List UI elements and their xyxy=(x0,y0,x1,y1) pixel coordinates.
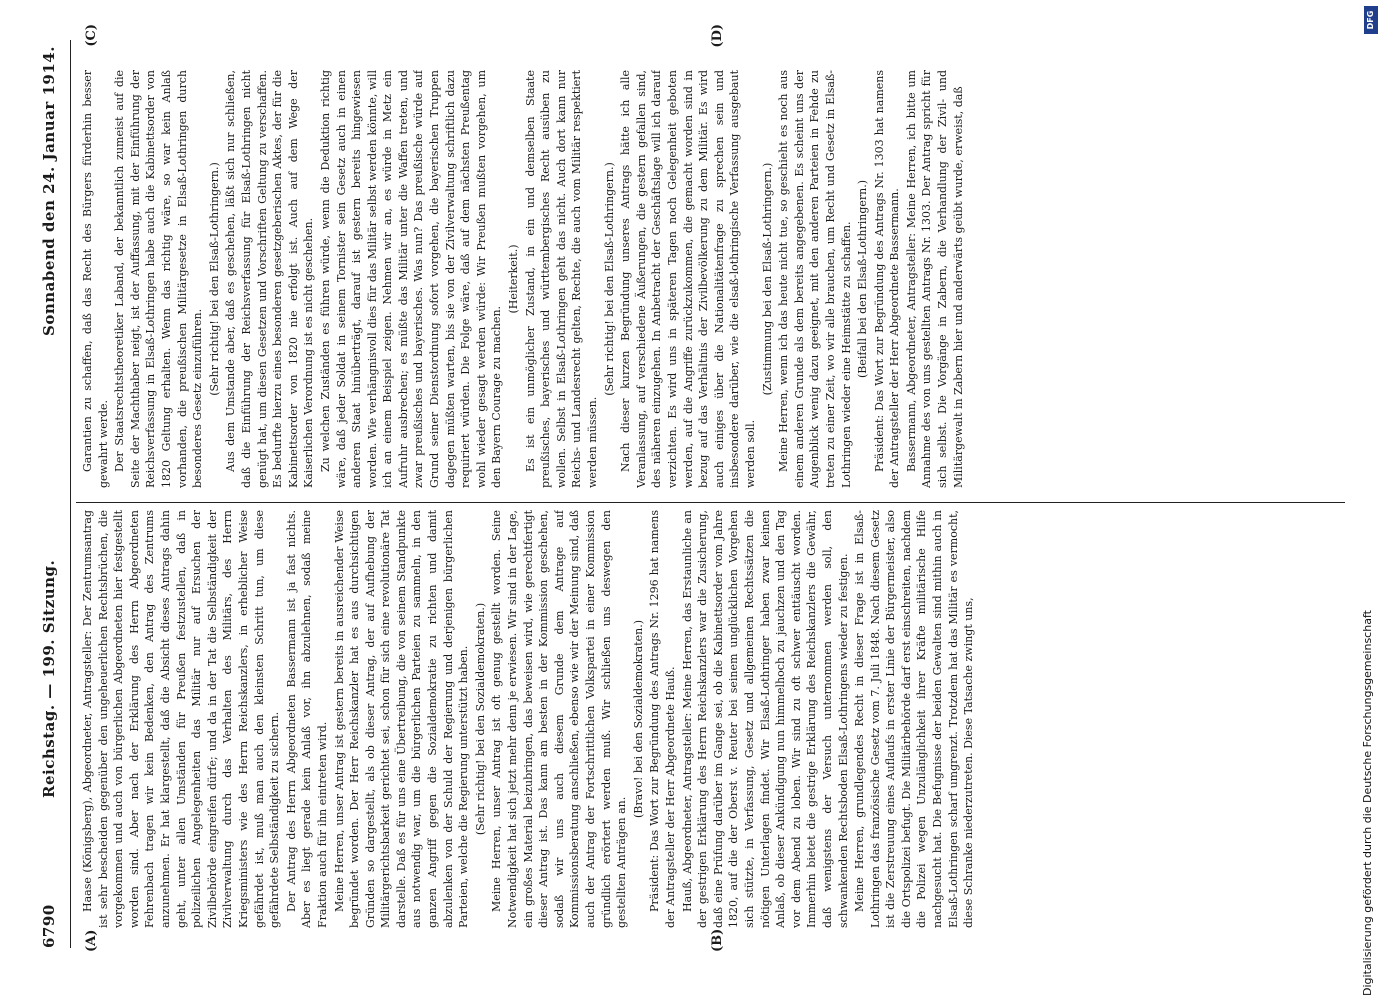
margin-marker-a: (A) xyxy=(84,929,99,952)
interjection: (Bravo! bei den Sozialdemokraten.) xyxy=(631,619,645,819)
paragraph: Meine Herren, wenn ich das heute nicht tue, so geschieht es noch aus einem anderen Grunde als dem bereits angegebenen. Es scheint uns der Augenblick wenig dazu geeignet, mit den anderen Parteien in Fehde zu treten zu einer Zeit, wo wir alle brauchen, um Recht und Gesetz in Elsaß-Lothringen wieder eine Heimstätte zu schaffen. xyxy=(777,70,853,488)
paragraph: Der Staatsrechtstheoretiker Laband, der bekanntlich zumeist auf die Seite der Machthaber neigt, ist der Auffassung, mit der Einführung der Reichsverfassung in Elsaß-Lothringen habe auch die Kabinettsorder von 1820 Geltung erhalten. Wenn das richtig wäre, so war kein Anlaß vorhanden, die preußischen Militärgesetze in Elsaß-Lothringen durch besonderes Gesetz einzuführen. xyxy=(113,70,205,488)
running-title-right: Sonnabend den 24. Januar 1914. xyxy=(40,46,58,336)
paragraph: Aus dem Umstande aber, daß es geschehen, läßt sich nur schließen, daß die Einführung der Reichsverfassung für Elsaß-Lothringen nicht genügt hat, um diesen Gesetzen und Vorschriften Geltung zu verschaffen. Es bedurfte hierzu eines besonderen gesetzgeberischen Aktes, der für die Kabinettsorder von 1820 nie erfolgt ist. Auch auf dem Wege der Kaiserlichen Verordnung ist es nicht geschehen. xyxy=(224,70,316,488)
paragraph: Garantien zu schaffen, daß das Recht des Bürgers fürderhin besser gewahrt werde. xyxy=(81,70,110,488)
interjection: (Beifall bei den Elsaß-Lothringern.) xyxy=(856,179,870,379)
paragraph: Zu welchen Zuständen es führen würde, wenn die Deduktion richtig wäre, daß jeder Soldat in seinem Tornister sein Gesetz auch in einen anderen Staat hinüberträgt, darauf ist gestern bereits hingewiesen worden. Wie verhängnisvoll dies für das Militär selbst werden könnte, will ich an einem Beispiel zeigen. Nehmen wir an, es würde in Metz ein Aufruhr ausbrechen; es müßte das Militär unter die Waffen treten, und zwar preußisches und bayerisches. Was nun? Das preußische würde auf Grund seiner Dienstordnung sofort vorgehen, die bayerischen Truppen dagegen müßten warten, bis sie von der Zivilverwaltung schriftlich dazu requiriert würden. Die Folge wäre, daß auf dem nächsten Preußentag wohl wieder gesagt werden würde: Wir Preußen mußten vorgehen, um den Bayern Courage zu machen. xyxy=(318,70,504,488)
paragraph: Der Antrag des Herrn Abgeordneten Bassermann ist ja fast nichts. Aber es liegt gerade kein Anlaß vor, ihn abzulehnen, sodaß meine Fraktion auch für ihn eintreten wird. xyxy=(284,510,329,928)
interjection: (Sehr richtig! bei den Elsaß-Lothringern.) xyxy=(207,162,221,396)
dfg-logo-text: DFG xyxy=(1366,10,1375,30)
running-title-left: Reichstag. — 199. Sitzung. xyxy=(40,559,58,798)
interjection: (Zustimmung bei den Elsaß-Lothringern.) xyxy=(760,162,774,396)
page-number: 6790 xyxy=(40,904,58,948)
paragraph: Haase (Königsberg), Abgeordneter, Antragsteller: Der Zentrumsantrag ist sehr bescheiden gegenüber den ungeheuerlichen Rechtsbrüchen, die vorgekommen und auch von bürgerlichen Abgeordneten hier festgestellt worden sind. Aber nach der Erklärung des Herrn Abgeordneten Fehrenbach tragen wir kein Bedenken, den Antrag des Zentrums anzunehmen. Er hat klargestellt, daß die Absicht dieses Antrags dahin geht, unter allen Umständen für Preußen festzustellen, daß in polizeilichen Angelegenheiten das Militär nur auf Ersuchen der Zivilbehörde eingreifen dürfe; und da in der Tat die Selbständigkeit der Zivilverwaltung durch das Verhalten des Militärs, des Herrn Kriegsministers wie des Herrn Reichskanzlers, in erheblicher Weise gefährdet ist, muß man auch den kleinsten Schritt tun, um diese gefährdete Selbständigkeit zu sichern. xyxy=(81,510,282,928)
digitization-stamp xyxy=(1358,4,1378,996)
text-column-left xyxy=(80,510,1343,928)
paragraph: Meine Herren, grundlegendes Recht in dieser Frage ist in Elsaß-Lothringen das französische Gesetz vom 7. Juli 1848. Nach diesem Gesetz ist die Zerstreuung eines Auflaufs in erster Linie der Bürgermeister, also die Ortspolizei befugt. Die Militärbehörde darf erst einschreiten, nachdem die Polizei wegen Unzulänglichkeit ihrer Kräfte militärische Hilfe nachgesucht hat. Die Befugnisse der beiden Gewalten sind mithin auch in Elsaß-Lothringen scharf umgrenzt. Trotzdem hat das Militär es vermocht, diese Schranke niederzutreten. Diese Tatsache zwingt uns, xyxy=(853,510,976,928)
header-rule xyxy=(70,40,71,948)
paragraph: Bassermann, Abgeordneter, Antragsteller: Meine Herren, ich bitte um Annahme des von uns gestellten Antrags Nr. 1303. Der Antrag spricht für sich selbst. Die Vorgänge in Zabern, die Verhandlung der Zivil- und Militärgewalt in Zabern hier und anderwärts geübt wurde, erweist, daß xyxy=(904,70,965,488)
paragraph: Meine Herren, unser Antrag ist oft genug gestellt worden. Seine Notwendigkeit hat sich jetzt mehr denn je erwiesen. Wir sind in der Lage, ein großes Material beizubringen, das beweisen wird, wie gerechtfertigt dieser Antrag ist. Das kann am besten in der Kommission geschehen, sodaß wir uns auch diesem Grunde dem Antrage auf Kommissionsberatung anschließen, ebenso wie wir der Meinung sind, daß auch der Antrag der Fortschrittlichen Volkspartei in einer Kommission gründlich erörtert werden muß. Wir schließen uns deswegen den gestellten Anträgen an. xyxy=(490,510,629,928)
digitization-notice: Digitalisierung gefördert durch die Deutsche Forschungsgemeinschaft xyxy=(1361,610,1374,996)
interjection: (Sehr richtig! bei den Sozialdemokraten.) xyxy=(473,602,487,836)
column-divider xyxy=(76,502,1345,503)
paragraph: Hauß, Abgeordneter, Antragsteller: Meine Herren, das Erstaunliche an der gestrigen Erklärung des Herrn Reichskanzlers war die Zusicherung, daß eine Prüfung darüber im Gange sei, ob die Kabinettsorder vom Jahre 1820, auf die der Oberst v. Reuter bei seinem unglücklichen Vorgehen sich stützte, in Verfassung, Gesetz und allgemeinen Rechtssätzen die nötigen Unterlagen findet. Wir Elsaß-Lothringer haben zwar keinen Anlaß, ob dieser Ankündigung nun himmelhoch zu jauchzen und den Tag vor dem Abend zu loben. Wir sind zu oft schwer enttäuscht worden. Immerhin bietet die gestrige Erklärung des Reichskanzlers die Gewähr, daß wenigstens der Versuch unternommen werden soll, den schwankenden Rechtsboden Elsaß-Lothringens wieder zu festigen. xyxy=(680,510,850,928)
interjection: (Heiterkeit.) xyxy=(507,244,521,314)
text-column-right xyxy=(80,70,1343,488)
margin-marker-b: (B) xyxy=(710,928,725,952)
paragraph: Es ist ein unmöglicher Zustand, in ein und demselben Staate preußisches, bayerisches und württembergisches Recht ausüben zu wollen. Selbst in Elsaß-Lothringen geht das nicht. Auch dort kann nur Reichs- und Landesrecht gelten, Rechte, die auch vom Militär respektiert werden müssen. xyxy=(523,70,599,488)
dfg-logo xyxy=(1364,6,1378,34)
page-header xyxy=(40,40,68,948)
margin-marker-c: (C) xyxy=(84,24,99,47)
paragraph: Meine Herren, unser Antrag ist gestern bereits in ausreichender Weise begründet worden. Der Herr Reichskanzler hat es aus durchsichtigen Gründen so dargestellt, als ob dieser Antrag, der auf Aufhebung der Militärgerichtsbarkeit gerichtet sei, schon für sich eine revolutionäre Tat darstelle. Daß es für uns eine Übertreibung, die von seinem Standpunkte aus notwendig war, um die bürgerlichen Parteien zu sammeln, in den ganzen Angriff gegen die Sozialdemokratie zu richten und damit abzulenken von der Schuld der Regierung und derjenigen bürgerlichen Parteien, welche die Regierung unterstützt haben. xyxy=(332,510,471,928)
paragraph: Präsident: Das Wort zur Begründung des Antrags Nr. 1296 hat namens der Antragsteller der Herr Abgeordnete Hauß. xyxy=(648,510,677,928)
interjection: (Sehr richtig! bei den Elsaß-Lothringern.) xyxy=(602,162,616,396)
paragraph: Präsident: Das Wort zur Begründung des Antrags Nr. 1303 hat namens der Antragsteller der Herr Abgeordnete Bassermann. xyxy=(872,70,902,488)
margin-marker-d: (D) xyxy=(710,24,725,48)
paragraph: Nach dieser kurzen Begründung unseres Antrags hätte ich alle Veranlassung, auf verschiedene Äußerungen, die gestern gefallen sind, des näheren einzugehen. In Anbetracht der Geschäftslage will ich darauf verzichten. Es wird uns in späteren Tagen noch Gelegenheit geboten werden, auf die Angriffe zurückzukommen, die gemacht worden sind in bezug auf das Verhältnis der Zivilbevölkerung zu dem Militär. Es wird auch einiges über die Nationalitätenfrage zu sprechen sein und insbesondere darüber, wie die elsaß-lothringische Verfassung ausgebaut werden soll. xyxy=(619,70,757,488)
